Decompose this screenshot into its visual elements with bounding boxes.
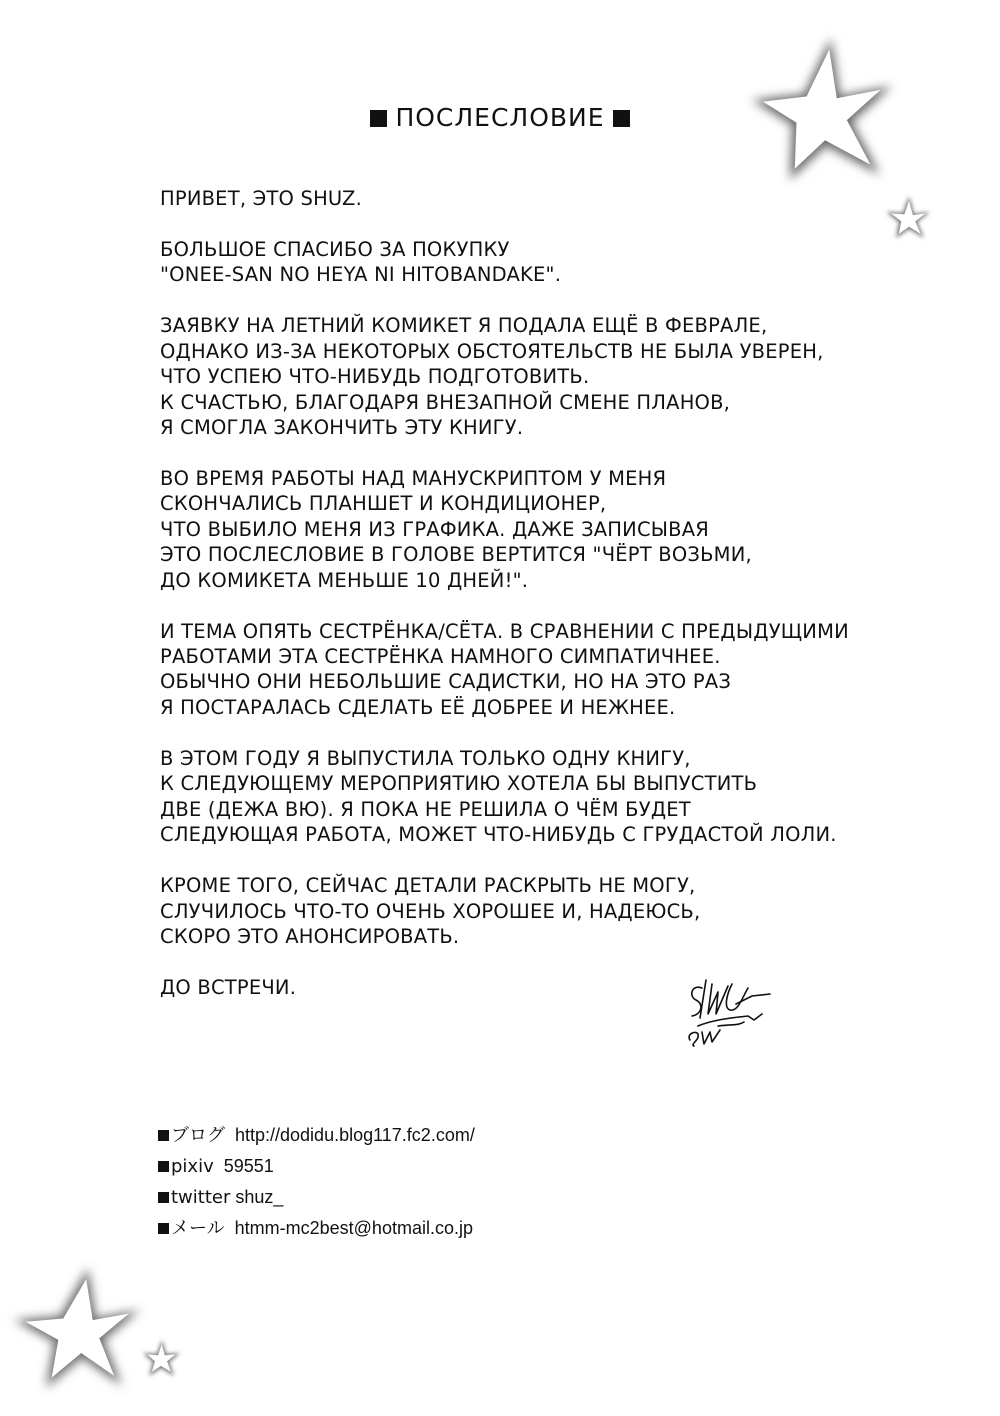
contact-label: メール	[171, 1218, 225, 1239]
text-line: ДО КОМИКЕТА МЕНЬШЕ 10 ДНЕЙ!".	[160, 568, 529, 592]
text-line: Я СМОГЛА ЗАКОНЧИТЬ ЭТУ КНИГУ.	[160, 416, 524, 440]
contact-value: 59551	[223, 1156, 274, 1176]
contact-label: twitter	[171, 1187, 231, 1208]
star-icon	[143, 1340, 180, 1376]
text-line: "ONEE-SAN NO HEYA NI HITOBANDAKE".	[160, 263, 562, 287]
square-bullet-icon	[158, 1223, 169, 1234]
text-line: ОБЫЧНО ОНИ НЕБОЛЬШИЕ САДИСТКИ, НО НА ЭТО РАЗ	[160, 670, 732, 694]
text-line: ОДНАКО ИЗ-ЗА НЕКОТОРЫХ ОБСТОЯТЕЛЬСТВ НЕ БЫЛА УВЕРЕН,	[160, 339, 824, 363]
text-line: И ТЕМА ОПЯТЬ СЕСТРЁНКА/СЁТА. В СРАВНЕНИИ С ПРЕДЫДУЩИМИ	[160, 619, 849, 643]
text-line: ЧТО ВЫБИЛО МЕНЯ ИЗ ГРАФИКА. ДАЖЕ ЗАПИСЫВАЯ	[160, 517, 710, 541]
text-line: РАБОТАМИ ЭТА СЕСТРЁНКА НАМНОГО СИМПАТИЧНЕЕ.	[160, 645, 721, 669]
text-line: СЛУЧИЛОСЬ ЧТО-ТО ОЧЕНЬ ХОРОШЕЕ И, НАДЕЮСЬ,	[160, 899, 701, 923]
paragraph	[160, 313, 860, 440]
text-line: Я ПОСТАРАЛАСЬ СДЕЛАТЬ ЕЁ ДОБРЕЕ И НЕЖНЕЕ.	[160, 695, 676, 719]
text-line: СЛЕДУЮЩАЯ РАБОТА, МОЖЕТ ЧТО-НИБУДЬ С ГРУДАСТОЙ ЛОЛИ.	[160, 823, 837, 847]
paragraph	[160, 466, 860, 593]
contact-twitter	[158, 1182, 475, 1213]
square-bullet-icon	[370, 110, 387, 127]
contact-blog	[158, 1120, 475, 1151]
text-line: ЗАЯВКУ НА ЛЕТНИЙ КОМИКЕТ Я ПОДАЛА ЕЩЁ В ФЕВРАЛЕ,	[160, 314, 768, 338]
text-line: К СЧАСТЬЮ, БЛАГОДАРЯ ВНЕЗАПНОЙ СМЕНЕ ПЛАНОВ,	[160, 390, 731, 414]
page-title	[0, 100, 1000, 136]
text-line: ПРИВЕТ, ЭТО SHUZ.	[160, 187, 363, 210]
paragraph	[160, 873, 860, 949]
contact-label: ブログ	[171, 1125, 225, 1146]
text-line: ДВЕ (ДЕЖА ВЮ). Я ПОКА НЕ РЕШИЛА О ЧЁМ БУДЕТ	[160, 797, 691, 821]
contact-link[interactable]: http://dodidu.blog117.fc2.com/	[235, 1125, 475, 1145]
text-line: В ЭТОМ ГОДУ Я ВЫПУСТИЛА ТОЛЬКО ОДНУ КНИГУ,	[160, 746, 691, 770]
contact-email	[158, 1213, 475, 1244]
page-title-text: ПОСЛЕСЛОВИЕ	[395, 103, 605, 132]
text-line: БОЛЬШОЕ СПАСИБО ЗА ПОКУПКУ	[160, 238, 510, 261]
paragraph	[160, 746, 860, 848]
square-bullet-icon	[158, 1192, 169, 1203]
contact-email-link[interactable]: htmm-mc2best@hotmail.co.jp	[234, 1218, 473, 1238]
contact-value: shuz_	[235, 1187, 284, 1207]
text-line: КРОМЕ ТОГО, СЕЙЧАС ДЕТАЛИ РАСКРЫТЬ НЕ МОГУ,	[160, 874, 696, 898]
text-line: ДО ВСТРЕЧИ.	[160, 975, 297, 999]
square-bullet-icon	[158, 1161, 169, 1172]
text-line: ЧТО УСПЕЮ ЧТО-НИБУДЬ ПОДГОТОВИТЬ.	[160, 365, 590, 389]
square-bullet-icon	[158, 1130, 169, 1141]
text-line: ЭТО ПОСЛЕСЛОВИЕ В ГОЛОВЕ ВЕРТИТСЯ "ЧЁРТ ВОЗЬМИ,	[160, 543, 752, 567]
signature	[682, 974, 782, 1054]
contact-list	[158, 1120, 475, 1244]
contact-pixiv	[158, 1151, 475, 1182]
afterword-body	[160, 186, 860, 1026]
text-line: К СЛЕДУЮЩЕМУ МЕРОПРИЯТИЮ ХОТЕЛА БЫ ВЫПУСТИТЬ	[160, 772, 758, 796]
star-icon	[14, 1268, 140, 1388]
square-bullet-icon	[613, 110, 630, 127]
contact-label: pixiv	[171, 1156, 214, 1177]
text-line: ВО ВРЕМЯ РАБОТЫ НАД МАНУСКРИПТОМ У МЕНЯ	[160, 467, 667, 491]
star-icon	[886, 196, 930, 238]
paragraph	[160, 237, 860, 288]
text-line: СКОРО ЭТО АНОНСИРОВАТЬ.	[160, 924, 460, 948]
paragraph	[160, 186, 860, 211]
paragraph	[160, 619, 860, 721]
text-line: СКОНЧАЛИСЬ ПЛАНШЕТ И КОНДИЦИОНЕР,	[160, 492, 607, 516]
